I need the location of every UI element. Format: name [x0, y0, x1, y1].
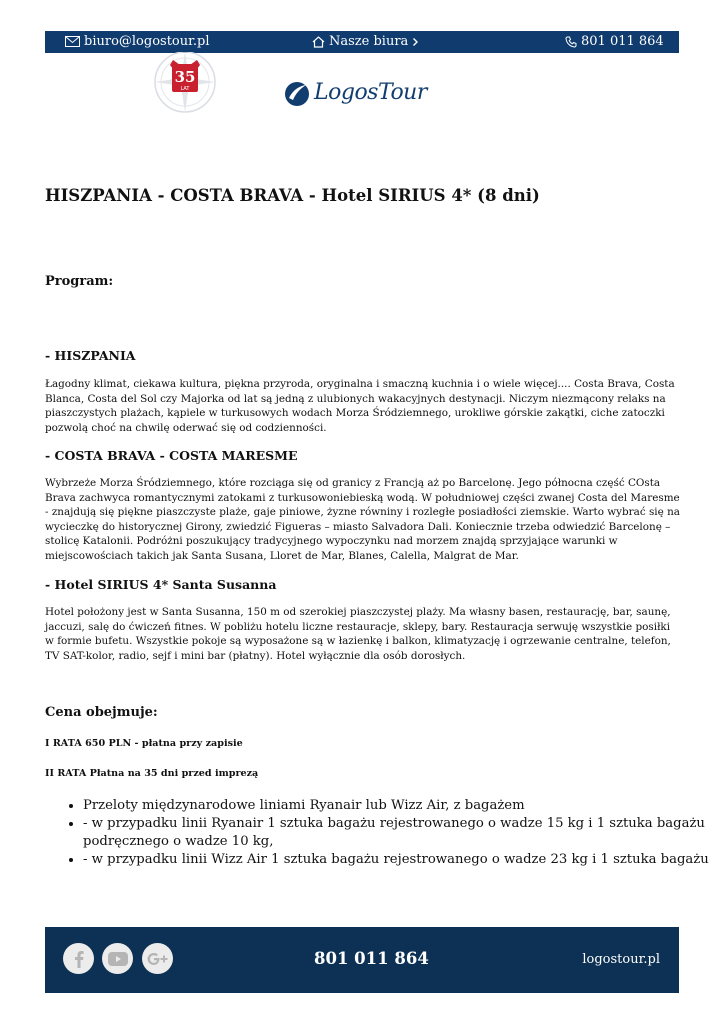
price-includes-list: [45, 797, 713, 869]
envelope-icon: [65, 36, 80, 47]
top-contact-bar: [45, 31, 679, 53]
list-item: • - w przypadku linii Ryanair 1 sztuka bagażu rejestrowanego o wadze 15 kg i 1 sztuka bagażu podręcznego o wadze 10 kg,: [83, 815, 713, 851]
rata-2: II RATA Płatna na 35 dni przed imprezą: [45, 768, 259, 779]
anniversary-seal-icon: [144, 52, 226, 116]
section-heading-costa-brava: - COSTA BRAVA - COSTA MARESME: [45, 448, 298, 463]
footer: [45, 927, 679, 993]
google-plus-button[interactable]: [142, 943, 173, 974]
footer-phone[interactable]: 801 011 864: [314, 949, 429, 968]
youtube-icon: [108, 952, 128, 966]
phone-icon: [565, 36, 577, 48]
section-heading-spain: - HISZPANIA: [45, 348, 136, 363]
chevron-right-icon: [412, 37, 419, 47]
email-link[interactable]: [65, 34, 210, 49]
google-plus-icon: [147, 952, 169, 966]
phone-text: 801 011 864: [581, 34, 664, 49]
phone-link[interactable]: [565, 34, 664, 49]
page-title: HISZPANIA - COSTA BRAVA - Hotel SIRIUS 4* (8 dni): [45, 186, 540, 205]
home-icon: [312, 36, 325, 48]
list-item: • Przeloty międzynarodowe liniami Ryanair lub Wizz Air, z bagażem: [83, 797, 713, 815]
price-heading: Cena obejmuje:: [45, 705, 158, 720]
section-heading-hotel: - Hotel SIRIUS 4* Santa Susanna: [45, 577, 277, 592]
facebook-button[interactable]: [63, 943, 94, 974]
section-text-hotel: Hotel położony jest w Santa Susanna, 150 m od szerokiej piaszczystej plaży. Ma własny basen, restaurację, bar, saunę, jaccuzi, salę do ćwiczeń fitnes. W pobliżu hotelu liczne restauracje, sklepy, bary. Restauracja serwuję wszystkie posiłki w formie bufetu. Wszystkie pokoje są wyposażone są w łazienkę i balkon, klimatyzację i ogrzewanie centralne, telefon, TV SAT-kolor, radio, sejf i mini bar (płatny). Hotel wyłącznie dla osób dorosłych.: [45, 606, 671, 662]
list-item: • - w przypadku linii Wizz Air 1 sztuka bagażu rejestrowanego o wadze 23 kg i 1 sztuka bagażu: [83, 851, 713, 869]
program-heading: Program:: [45, 274, 114, 289]
logo-text: LogosTour: [314, 80, 427, 105]
section-text-costa-brava: Wybrzeże Morza Śródziemnego, które rozciąga się od granicy z Francją aż po Barcelonę. Jego północna część COsta Brava zachwyca romantycznymi zatokami z turkusowoniebieską wodą. W południowej części zwanej Costa del Maresme - znajdują się piękne piaszczyste plaże, gaje piniowe, żyzne równiny i rozległe posiadłości ziemskie. Warto wybrać się na wycieczkę do historycznej Girony, zwiedzić Figueras – miasto Salvadora Dali. Koniecznie trzeba odwiedzić Barcelonę – stolicę Katalonii. Podróżni poszukujący tradycyjnego wypoczynku nad morzem znajdą sprzyjające warunki w miejscowościach takich jak Santa Susana, Lloret de Mar, Blanes, Calella, Malgrat de Mar.: [45, 477, 680, 562]
facebook-icon: [72, 950, 86, 968]
badge-number: 35: [174, 68, 196, 86]
email-text: biuro@logostour.pl: [84, 34, 210, 49]
footer-site-link[interactable]: logostour.pl: [582, 952, 660, 967]
badge-text: LAT: [180, 86, 190, 92]
rata-1: I RATA 650 PLN - płatna przy zapisie: [45, 738, 243, 749]
section-text-spain: Łagodny klimat, ciekawa kultura, piękna przyroda, oryginalna i smaczną kuchnia i o wiele więcej.... Costa Brava, Costa Blanca, Costa del Sol czy Majorka od lat są jedną z ulubionych wakacyjnych destynacji. Niczym niezmącony relaks na piaszczystych plażach, kąpiele w turkusowych wodach Morza Śródziemnego, urokliwe górskie zakątki, ciche zatoczki pozwolą choć na chwilę oderwać się od codzienności.: [45, 378, 675, 434]
offices-link[interactable]: [312, 34, 419, 49]
offices-text: Nasze biura: [329, 34, 409, 49]
youtube-button[interactable]: [102, 943, 133, 974]
